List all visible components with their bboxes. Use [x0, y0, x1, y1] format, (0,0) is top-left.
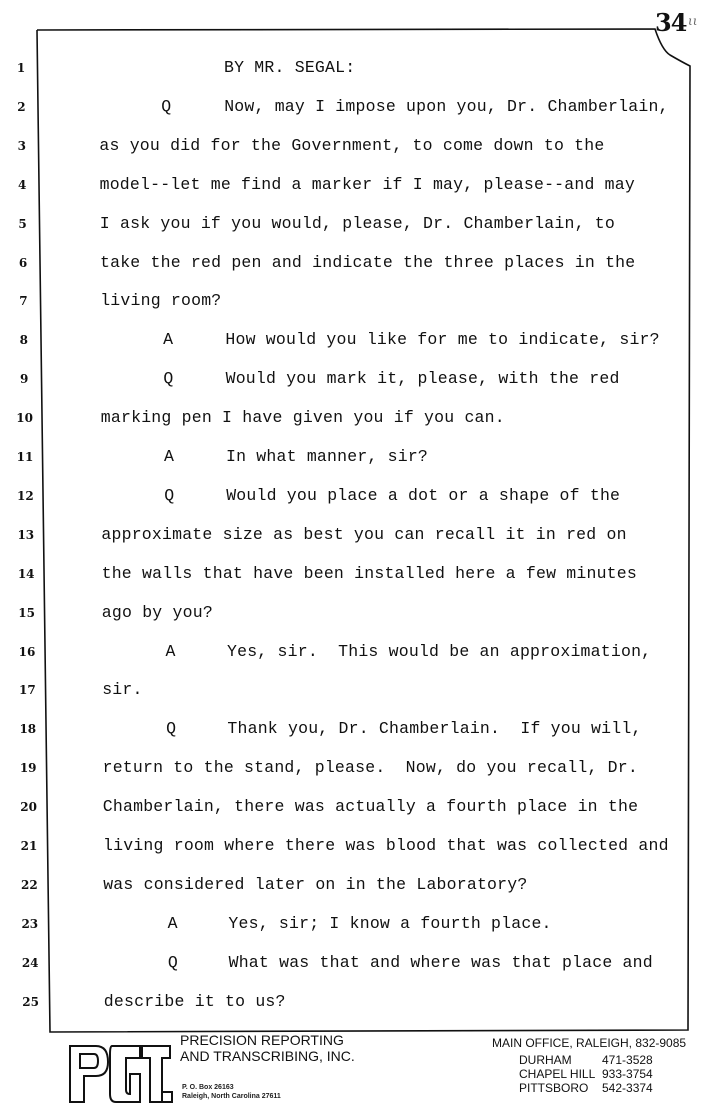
speaker-label: Q: [166, 719, 176, 739]
transcript-line-text: Would you place a dot or a shape of the: [226, 485, 621, 505]
line-number: 5: [18, 216, 27, 231]
transcript-line-text: How would you like for me to indicate, sir?: [225, 330, 660, 350]
transcript-line-text: ago by you?: [101, 602, 213, 622]
office-city: PITTSBORO: [519, 1081, 589, 1095]
line-number: 25: [22, 994, 39, 1009]
transcript-line-text: Chamberlain, there was actually a fourth place in the: [102, 797, 639, 817]
line-number: 9: [20, 372, 29, 387]
transcript-line-text: Now, may I impose upon you, Dr. Chamberlain,: [224, 96, 669, 116]
transcript-line-text: What was that and where was that place and: [228, 952, 653, 972]
address-line2: Raleigh, North Carolina 27611: [182, 1093, 281, 1100]
line-number: 3: [17, 138, 26, 153]
transcript-line-text: return to the stand, please. Now, do you recall, Dr.: [102, 758, 638, 778]
transcript-line-text: living room where there was blood that was collected and: [103, 836, 669, 855]
transcript-line-text: Would you mark it, please, with the red: [225, 369, 620, 389]
line-number: 19: [19, 761, 37, 776]
line-number: 18: [19, 722, 37, 737]
line-number: 13: [17, 527, 35, 542]
company-address: [182, 1083, 281, 1101]
line-number: 14: [17, 566, 35, 581]
line-number: 1: [16, 61, 26, 75]
line-number: 7: [19, 294, 28, 309]
line-number: 15: [18, 605, 35, 620]
line-number: 22: [21, 877, 38, 892]
office-phone: 542-3374: [602, 1081, 653, 1095]
transcript-line-text: Thank you, Dr. Chamberlain. If you will,: [227, 719, 642, 739]
line-number: 21: [20, 839, 38, 853]
speaker-label: Q: [167, 952, 178, 972]
line-number: 20: [20, 800, 37, 815]
main-office: MAIN OFFICE, RALEIGH, 832-9085: [492, 1036, 687, 1050]
line-number: 2: [17, 99, 26, 114]
line-number: 6: [18, 255, 28, 270]
transcript-line-text: Yes, sir; I know a fourth place.: [228, 913, 552, 933]
office-phone: 933-3754: [602, 1067, 653, 1081]
address-line1: P. O. Box 26163: [182, 1084, 234, 1091]
transcript-line-text: living room?: [100, 291, 222, 311]
company-name: [180, 1032, 355, 1064]
speaker-label: Q: [164, 485, 175, 505]
transcript-line-text: model--let me find a marker if I may, please--and may: [99, 174, 635, 194]
company-line2: AND TRANSCRIBING, INC.: [180, 1048, 355, 1064]
transcript-line-text: In what manner, sir?: [226, 447, 429, 466]
line-number: 12: [17, 488, 34, 503]
office-city: DURHAM: [519, 1053, 572, 1067]
transcript-line-text: Yes, sir. This would be an approximation,: [227, 641, 652, 661]
page-number: 34: [655, 8, 687, 37]
transcript-line-text: I ask you if you would, please, Dr. Chamberlain, to: [99, 213, 615, 233]
office-phone: 471-3528: [602, 1053, 653, 1067]
company-line1: PRECISION REPORTING: [180, 1032, 344, 1048]
line-number: 10: [16, 411, 33, 426]
line-number: 11: [16, 450, 34, 464]
line-number: 4: [18, 177, 27, 192]
speaker-label: Q: [163, 369, 174, 389]
transcript-line-text: the walls that have been installed here a few minutes: [101, 563, 637, 583]
line-number: 17: [19, 683, 36, 698]
line-number: 8: [19, 333, 28, 348]
transcript-line-text: describe it to us?: [103, 991, 286, 1011]
company-logo: [66, 1040, 176, 1106]
line-number: 23: [21, 916, 39, 931]
speaker-label: A: [164, 447, 174, 466]
page-number-tail: ιι: [688, 14, 698, 28]
speaker-label: A: [163, 330, 173, 350]
transcript-line-text: approximate size as best you can recall it in red on: [101, 524, 627, 544]
transcript-line-text: sir.: [102, 680, 143, 700]
transcript-line-text: as you did for the Government, to come down to the: [99, 135, 605, 155]
line-number: 24: [21, 955, 39, 970]
transcript-line-text: BY MR. SEGAL:: [224, 58, 356, 77]
speaker-label: Q: [161, 96, 172, 116]
speaker-label: A: [165, 641, 176, 661]
transcript-line-text: marking pen I have given you if you can.: [100, 408, 505, 428]
transcript-line-text: take the red pen and indicate the three places in the: [100, 252, 636, 272]
line-number: 16: [18, 644, 36, 659]
speaker-label: A: [167, 913, 178, 933]
transcript-line-text: was considered later on in the Laboratory?: [103, 874, 528, 894]
office-city: CHAPEL HILL: [519, 1067, 596, 1081]
